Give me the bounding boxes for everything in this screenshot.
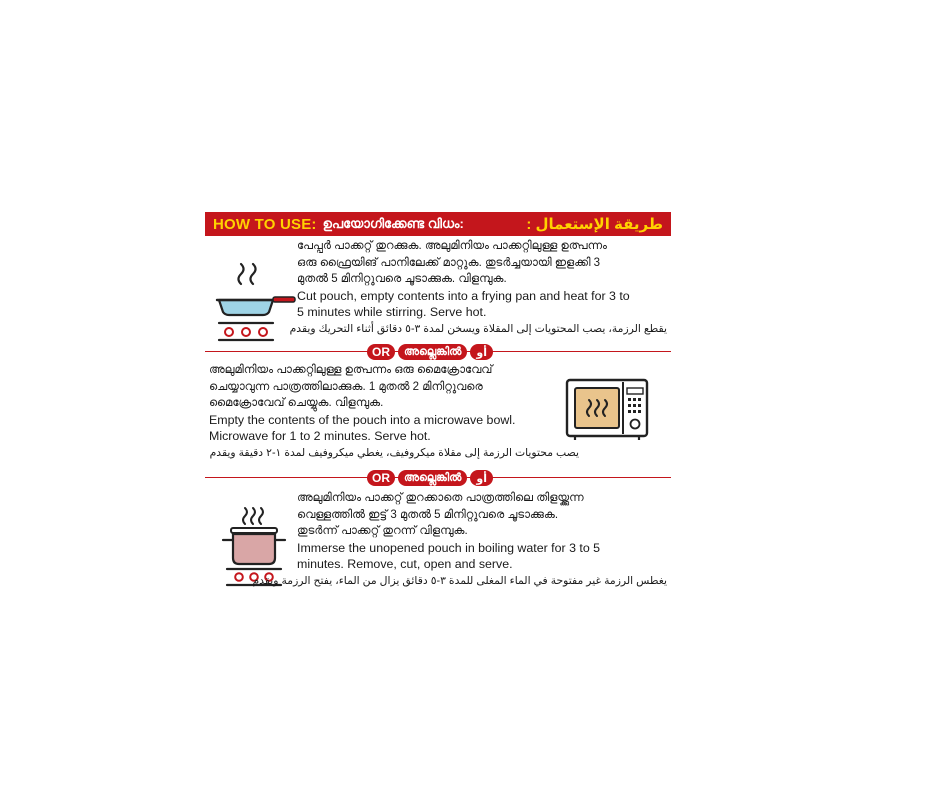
step-3-ml-line: അലുമിനിയം പാക്കറ്റ് തുറക്കാതെ പാത്രത്തിലെ തിളയ്ക്കുന്ന (297, 492, 584, 504)
step-frying-pan (205, 238, 671, 356)
or-badge-ml: അല്ലെങ്കിൽ (398, 344, 467, 360)
step-2-en-line: Microwave for 1 to 2 minutes. Serve hot. (209, 429, 431, 443)
step-microwave (205, 362, 671, 468)
step-2-ml-line: ചെയ്യാവുന്ന പാത്രത്തിലാക്കുക. 1 മുതൽ 2 മിനിറ്റുവരെ (209, 380, 483, 393)
step-3-ml-line: വെള്ളത്തിൽ ഇട്ട് 3 മുതൽ 5 മിനിറ്റുവരെ ചൂടാക്കുക. (297, 508, 559, 521)
step-1-ml-line: മുതൽ 5 മിനിറ്റുവരെ ചൂടാക്കുക. വിളമ്പുക. (297, 273, 507, 285)
or-badge-en: OR (367, 470, 395, 486)
step-3-en-line: minutes. Remove, cut, open and serve. (297, 557, 513, 571)
header-title-ar: طريقة الإستعمال : (526, 216, 663, 233)
header-title-en: HOW TO USE: (213, 215, 317, 233)
step-2-ml-line: മൈക്രോവേവ് ചെയ്യുക. വിളമ്പുക. (209, 397, 384, 409)
header-title-ml: ഉപയോഗിക്കേണ്ട വിധം: (322, 216, 464, 231)
step-boiling-pot (205, 490, 671, 596)
step-1-text (289, 238, 667, 337)
or-badges (367, 344, 493, 360)
step-2-en-line: Empty the contents of the pouch into a microwave bowl. (209, 412, 516, 427)
step-1-ml-line: പേപ്പർ പാക്കറ്റ് തുറക്കുക. അലുമിനിയം പാക്കറ്റിലുള്ള ഉത്പന്നം (297, 240, 607, 252)
how-to-use-card (205, 212, 671, 596)
step-3-ar-line: يغطس الرزمة غير مفتوحة في الماء المغلى للمدة ٣-٥ دقائق يزال من الماء، يفتح الرزمة ويقدم (252, 574, 667, 587)
header-left (213, 216, 464, 233)
or-badge-en: OR (367, 344, 395, 360)
step-3-ml-line: തുടർന്ന് പാക്കറ്റ് തുറന്ന് വിളമ്പുക. (297, 525, 468, 537)
header-bar (205, 212, 671, 236)
step-1-ar-line: يقطع الرزمة، يصب المحتويات إلى المقلاة ويسخن لمدة ٣-٥ دقائق أثناء التحريك ويقدم (289, 322, 667, 335)
step-2-text (209, 362, 579, 461)
or-badges (367, 470, 493, 486)
step-3-en-line: Immerse the unopened pouch in boiling water for 3 to 5 (297, 540, 601, 555)
step-1-en-line: 5 minutes while stirring. Serve hot. (297, 305, 487, 319)
step-1-ml-line: ഒരു ഫ്രൈയിങ് പാനിലേക്ക് മാറ്റുക. തുടർച്ചയായി ഇളക്കി 3 (297, 256, 601, 269)
step-2-ml-line: അലുമിനിയം പാക്കറ്റിലുള്ള ഉത്പന്നം ഒരു മൈക്രോവേവ് (209, 364, 493, 376)
step-2-ar-line: يصب محتويات الرزمة إلى مقلاة ميكروفيف، يغطي ميكروفيف لمدة ١-٢ دقيقة ويقدم (209, 446, 579, 459)
or-badge-ar: أو (470, 470, 493, 486)
frying-pan-icon (213, 260, 297, 350)
step-3-text (252, 490, 667, 589)
or-badge-ar: أو (470, 344, 493, 360)
or-separator-1 (205, 344, 671, 360)
microwave-icon (565, 378, 651, 442)
step-1-en-line: Cut pouch, empty contents into a frying pan and heat for 3 to (297, 288, 630, 303)
or-separator-2 (205, 470, 671, 486)
or-badge-ml: അല്ലെങ്കിൽ (398, 470, 467, 486)
